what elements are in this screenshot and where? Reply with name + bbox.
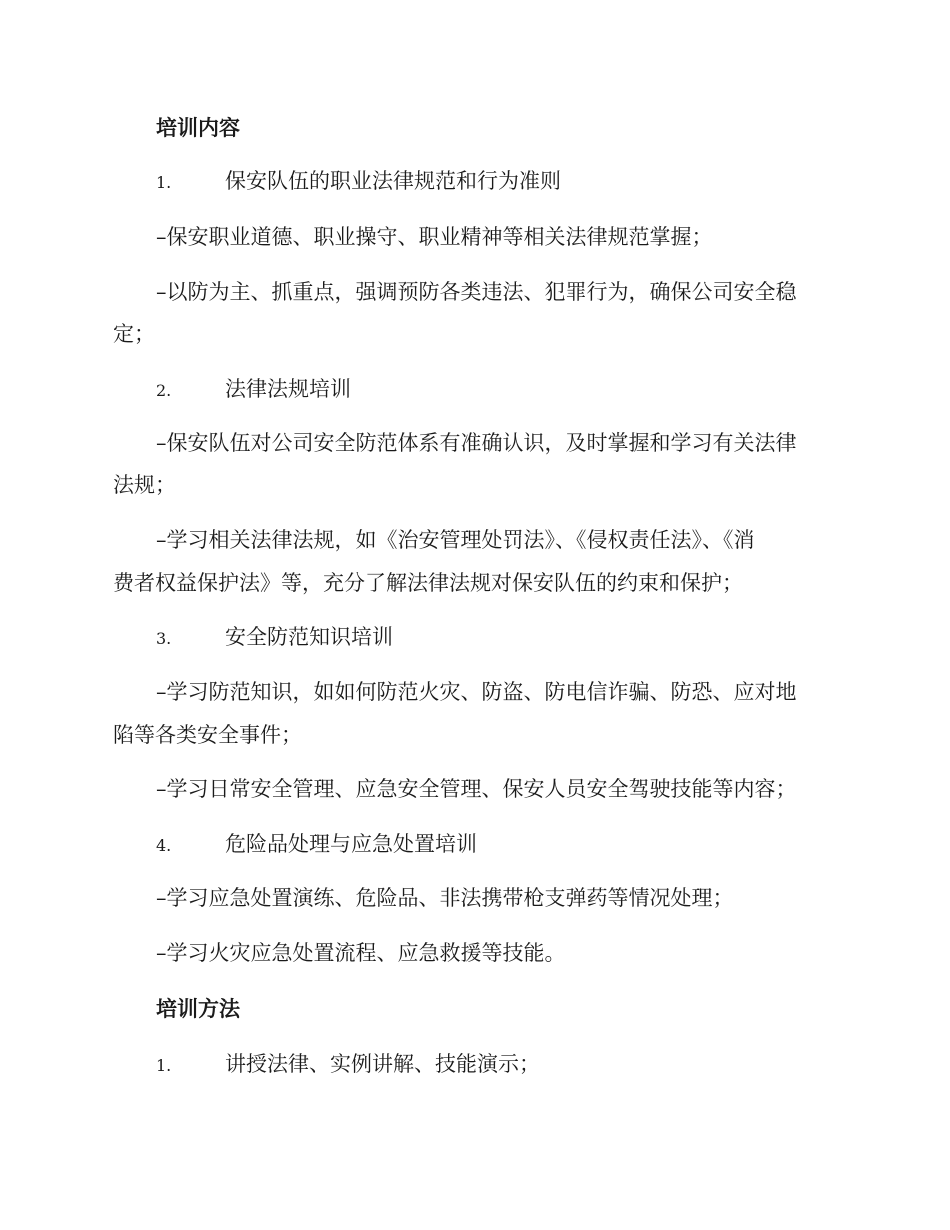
- bullet-3-1-line-1: –学习防范知识，如如何防范火灾、防盗、防电信诈骗、防恐、应对地: [156, 680, 797, 704]
- section-heading-method: 培训方法: [156, 996, 240, 1021]
- list-item-number-3: 3.: [156, 629, 172, 648]
- list-item-number-2: 2.: [156, 381, 172, 400]
- bullet-2-2-line-1: –学习相关法律法规，如《治安管理处罚法》、《侵权责任法》、《消: [156, 528, 755, 552]
- bullet-4-2: –学习火灾应急处置流程、应急救援等技能。: [156, 941, 566, 965]
- bullet-4-1: –学习应急处置演练、危险品、非法携带枪支弹药等情况处理；: [156, 886, 734, 910]
- bullet-1-1: –保安职业道德、职业操守、职业精神等相关法律规范掌握；: [156, 225, 713, 249]
- method-item-number-1: 1.: [156, 1056, 172, 1075]
- bullet-2-2-line-2: 费者权益保护法》等，充分了解法律法规对保安队伍的约束和保护；: [113, 571, 743, 595]
- list-item-title-2: 法律法规培训: [225, 377, 351, 401]
- bullet-3-1-line-2: 陷等各类安全事件；: [113, 723, 302, 747]
- bullet-3-2: –学习日常安全管理、应急安全管理、保安人员安全驾驶技能等内容；: [156, 777, 797, 801]
- list-item-title-4: 危险品处理与应急处置培训: [225, 832, 477, 856]
- list-item-number-1: 1.: [156, 173, 172, 192]
- method-item-title-1: 讲授法律、实例讲解、技能演示；: [225, 1052, 540, 1076]
- section-heading-content: 培训内容: [156, 115, 240, 140]
- list-item-title-1: 保安队伍的职业法律规范和行为准则: [225, 169, 561, 193]
- bullet-1-2-line-2: 定；: [113, 322, 155, 346]
- bullet-1-2-line-1: –以防为主、抓重点，强调预防各类违法、犯罪行为，确保公司安全稳: [156, 280, 797, 304]
- bullet-2-1-line-2: 法规；: [113, 473, 176, 497]
- bullet-2-1-line-1: –保安队伍对公司安全防范体系有准确认识，及时掌握和学习有关法律: [156, 431, 797, 455]
- list-item-title-3: 安全防范知识培训: [225, 625, 393, 649]
- list-item-number-4: 4.: [156, 836, 172, 855]
